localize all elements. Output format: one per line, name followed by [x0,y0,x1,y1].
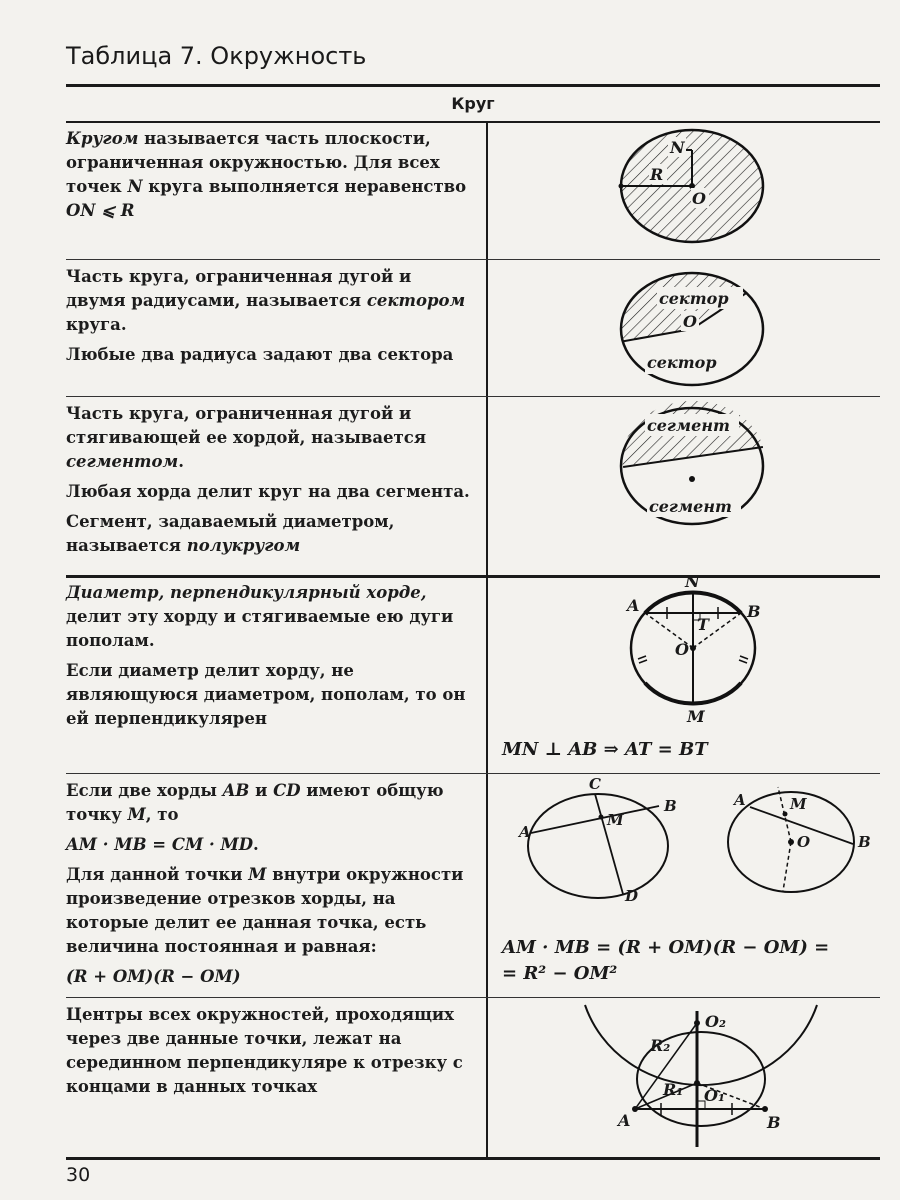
text-run: . [253,835,259,854]
label-m: M [687,707,705,725]
label-n: N [685,575,700,591]
paragraph [66,402,470,474]
table-header: Круг [66,87,880,123]
label-r: R [650,165,664,184]
paragraph [66,510,470,558]
emphasized-text: сегментом [66,452,179,471]
label-b: B [858,833,871,851]
label-b: B [664,797,677,815]
emphasized-text: N [127,177,143,196]
label-o1: O₁ [704,1086,725,1105]
emphasized-text: ON ⩽ R [66,201,135,220]
point-b [762,1106,768,1112]
diameter-figure [487,575,880,725]
label-o: O [683,312,697,331]
point-o [690,645,696,651]
label-segment-bottom: сегмент [649,497,732,516]
label-o: O [675,640,689,659]
circle-table [66,84,880,1160]
text-run: Любая хорда делит круг на два сегмента. [66,482,470,501]
label-r2: R₂ [650,1036,671,1055]
paragraph [66,265,470,337]
row-2-text [66,265,470,367]
paragraph [66,127,470,223]
label-o: O [692,189,706,208]
paragraph [66,863,470,959]
formula-perpendicular: MN ⊥ AB ⇒ AT = BT [502,739,708,760]
label-a: A [627,596,640,615]
emphasized-text: M [248,865,267,884]
label-n: N [670,138,685,157]
label-d: D [625,887,639,905]
row-5-text [66,779,470,989]
text-run: круга. [66,315,127,334]
point-o [788,839,794,845]
text-run: круга выполняется неравенство [142,177,467,196]
emphasized-text: полукругом [186,536,301,555]
point-m [599,815,604,820]
label-a: A [734,791,746,809]
paragraph [66,659,470,731]
paragraph [66,1003,470,1099]
chords-figure [487,773,880,923]
label-o: O [797,833,811,851]
formula-product-cont: = R² − OM² [502,963,618,984]
chord-ab [531,806,659,833]
sector-figure [487,259,880,396]
tick-mark [739,660,747,663]
emphasized-text: M [127,805,146,824]
label-m: M [790,795,807,813]
chord-cd [595,794,623,894]
point-o1 [694,1080,700,1086]
diameter-dashed [783,842,791,891]
emphasized-text: сектором [366,291,466,310]
text-run: , то [145,805,179,824]
text-run: называется часть плоскости, ограниченная окружностью. Для всех точек [66,129,440,196]
label-segment-top: сегмент [647,416,730,435]
point-o2 [694,1020,700,1026]
emphasized-text: CD [273,781,301,800]
tick-mark [639,660,647,663]
formula-product: AM · MB = (R + OM)(R − OM) = [502,937,830,958]
point-end [619,184,624,189]
label-sector-top: сектор [659,289,729,308]
label-c: C [589,775,601,793]
segment-figure [487,396,880,575]
emphasized-text: AM · MB = CM · MD [66,835,254,854]
text-run: Если две хорды [66,781,223,800]
emphasized-text: AB [222,781,250,800]
label-sector-bottom: сектор [647,353,717,372]
label-b: B [747,602,761,621]
emphasized-text: Диаметр, перпендикулярный хорде, [66,583,427,602]
label-t: T [697,615,709,634]
text-run: и [249,781,274,800]
point-m [783,812,788,817]
row-1-text [66,127,470,223]
center-point [689,476,695,482]
paragraph [66,343,470,367]
paragraph [66,833,470,857]
tick-mark [740,656,748,659]
row-6-text [66,1003,470,1099]
label-a: A [519,823,531,841]
text-run: внутри окружности произведение отрезков хорды, на которые делит ее данная точка, есть величина постоянная и равная: [66,865,464,956]
row-3-text [66,402,470,558]
text-run: Часть круга, ограниченная дугой и двумя радиусами, называется [66,267,412,310]
paragraph [66,965,470,989]
page-number: 30 [66,1164,91,1186]
text-run: имеют общую точку [66,781,444,824]
page-title: Таблица 7. Окружность [66,42,367,70]
emphasized-text: Кругом [66,129,139,148]
text-run: Если диаметр делит хорду, не являющуюся диаметром, пополам, то он ей перпендикулярен [66,661,466,728]
paragraph [66,581,470,653]
text-run: Любые два радиуса задают два сектора [66,345,454,364]
label-o2: O₂ [705,1012,726,1031]
label-r1: R₁ [663,1080,684,1099]
emphasized-text: (R + OM)(R − OM) [66,967,241,986]
tick-mark [638,656,646,659]
label-b: B [767,1113,781,1132]
row-4-text [66,581,470,731]
text-run: Сегмент, задаваемый диаметром, называется [66,512,395,555]
text-run: . [178,452,184,471]
text-run: Для данной точки [66,865,249,884]
perpendicular-bisector-figure [487,997,880,1154]
big-circle-arc [585,1005,817,1085]
circle-figure [487,122,880,259]
label-m: M [607,811,624,829]
text-run: Центры всех окружностей, проходящих через две данные точки, лежат на серединном перпендикуляре к отрезку с концами в данных точках [66,1005,463,1096]
text-run: Часть круга, ограниченная дугой и стягивающей ее хордой, называется [66,404,427,447]
paragraph [66,480,470,504]
circle-left [528,794,668,898]
point-a [632,1106,638,1112]
label-a: A [618,1111,631,1130]
paragraph [66,779,470,827]
text-run: делит эту хорду и стягиваемые ею дуги пополам. [66,607,454,650]
